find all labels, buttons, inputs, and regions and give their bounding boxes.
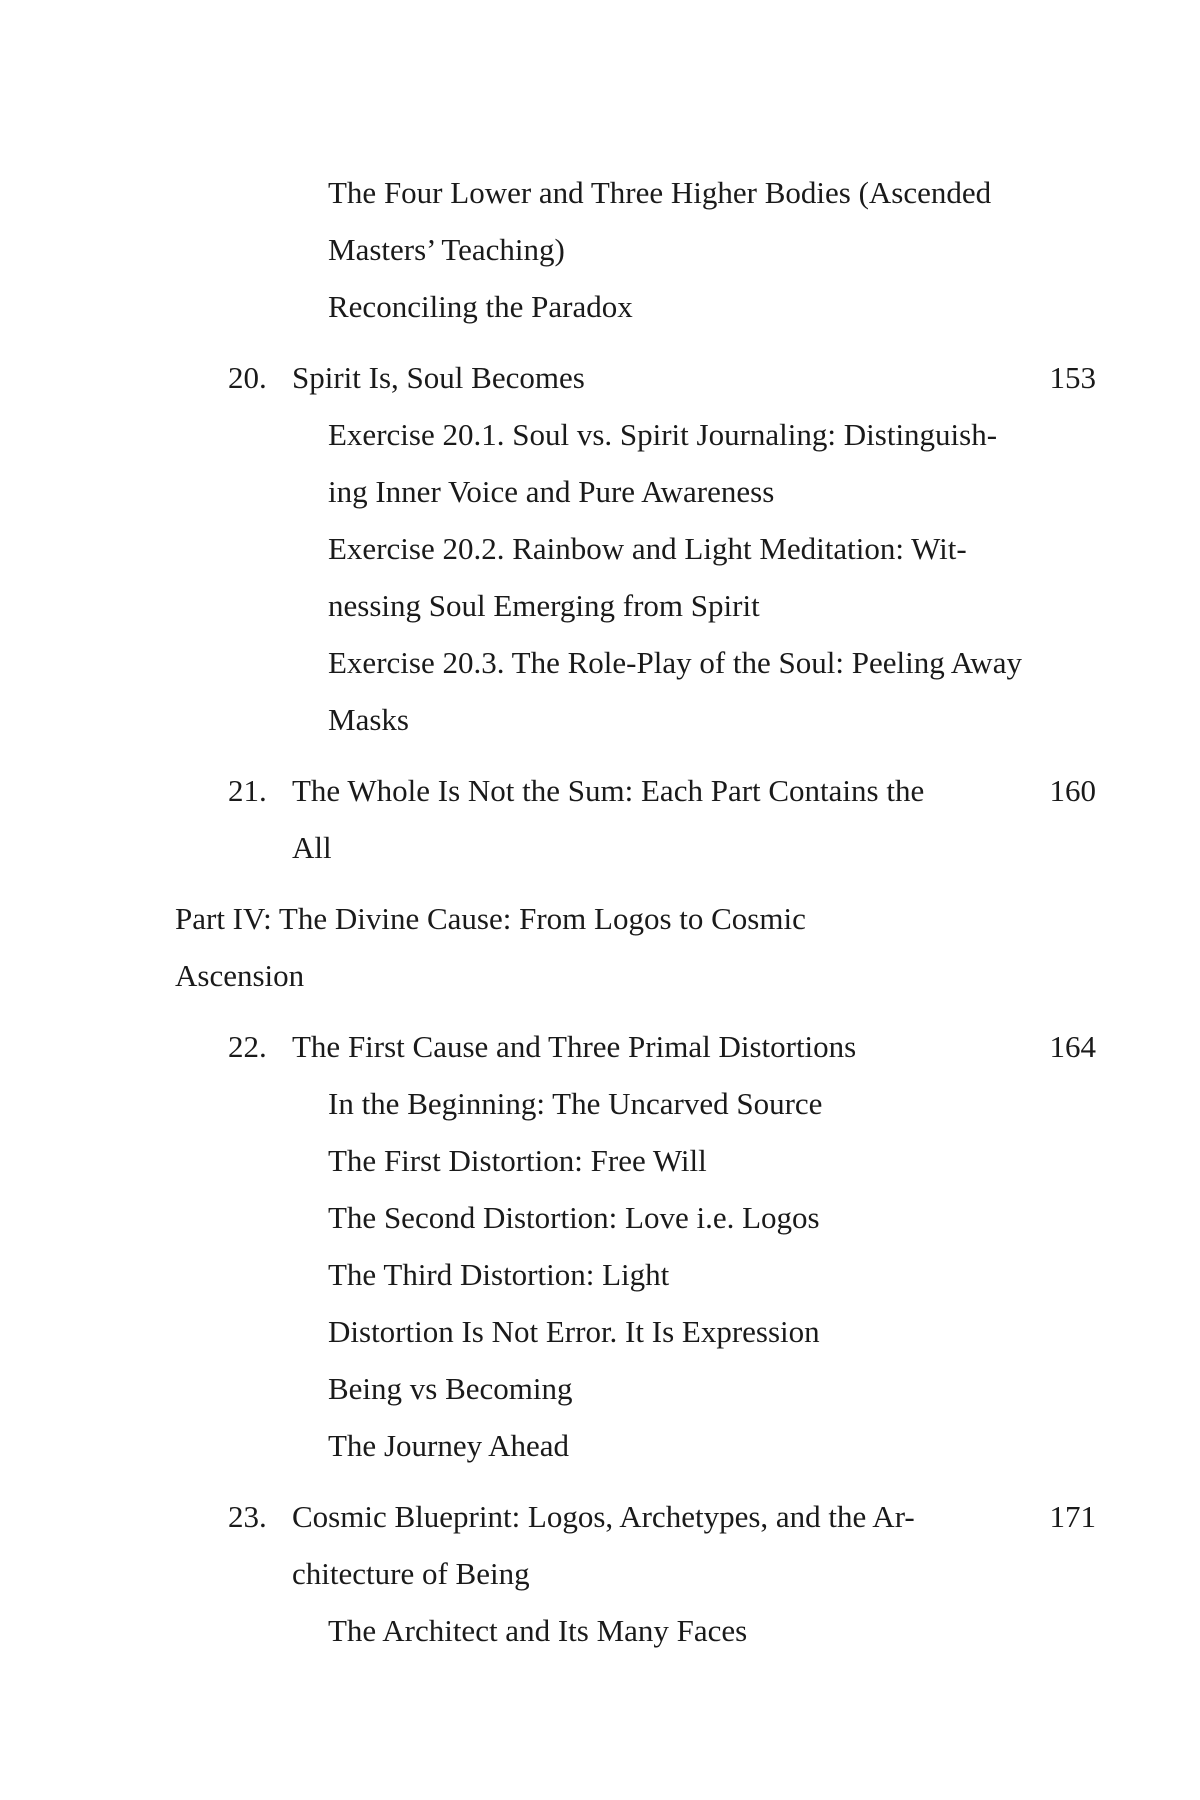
chapter-page-number: 153 bbox=[1049, 360, 1096, 395]
toc-subsection[interactable]: Exercise 20.1. Soul vs. Spirit Journaling: Distinguish- bbox=[328, 417, 998, 452]
toc-subsection-continued[interactable]: ing Inner Voice and Pure Awareness bbox=[328, 474, 775, 509]
toc-subsection-continued[interactable]: Masters’ Teaching) bbox=[328, 232, 565, 267]
toc-subsection[interactable]: Exercise 20.3. The Role-Play of the Soul: Peeling Away bbox=[328, 645, 1022, 680]
chapter-page-number: 164 bbox=[1049, 1029, 1096, 1064]
chapter-title[interactable]: Cosmic Blueprint: Logos, Archetypes, and the Ar- bbox=[292, 1499, 915, 1534]
toc-subsection[interactable]: Being vs Becoming bbox=[328, 1371, 573, 1406]
chapter-page-number: 171 bbox=[1049, 1499, 1096, 1534]
chapter-number: 23. bbox=[228, 1499, 267, 1534]
toc-subsection[interactable]: The Second Distortion: Love i.e. Logos bbox=[328, 1200, 820, 1235]
toc-subsection[interactable]: The Architect and Its Many Faces bbox=[328, 1613, 748, 1648]
toc-subsection[interactable]: The First Distortion: Free Will bbox=[328, 1143, 707, 1178]
chapter-number: 20. bbox=[228, 360, 267, 395]
toc-subsection-continued[interactable]: nessing Soul Emerging from Spirit bbox=[328, 588, 760, 623]
toc-subsection[interactable]: The Third Distortion: Light bbox=[328, 1257, 670, 1292]
chapter-page-number: 160 bbox=[1049, 773, 1096, 808]
chapter-title-continued[interactable]: All bbox=[292, 830, 332, 865]
toc-subsection[interactable]: The Journey Ahead bbox=[328, 1428, 570, 1463]
chapter-title[interactable]: The Whole Is Not the Sum: Each Part Contains the bbox=[292, 773, 925, 808]
toc-subsection[interactable]: The Four Lower and Three Higher Bodies (Ascended bbox=[328, 175, 992, 210]
toc-subsection[interactable]: Distortion Is Not Error. It Is Expression bbox=[328, 1314, 820, 1349]
toc-subsection[interactable]: In the Beginning: The Uncarved Source bbox=[328, 1086, 823, 1121]
chapter-title-continued[interactable]: chitecture of Being bbox=[292, 1556, 530, 1591]
toc-subsection[interactable]: Exercise 20.2. Rainbow and Light Meditation: Wit- bbox=[328, 531, 967, 566]
part-title[interactable]: Part IV: The Divine Cause: From Logos to Cosmic bbox=[175, 901, 806, 936]
toc-subsection-continued[interactable]: Masks bbox=[328, 702, 409, 737]
toc-subsection[interactable]: Reconciling the Paradox bbox=[328, 289, 633, 324]
part-title-continued[interactable]: Ascension bbox=[175, 958, 305, 993]
chapter-title[interactable]: The First Cause and Three Primal Distortions bbox=[292, 1029, 857, 1064]
chapter-number: 21. bbox=[228, 773, 267, 808]
chapter-number: 22. bbox=[228, 1029, 267, 1064]
chapter-title[interactable]: Spirit Is, Soul Becomes bbox=[292, 360, 585, 395]
